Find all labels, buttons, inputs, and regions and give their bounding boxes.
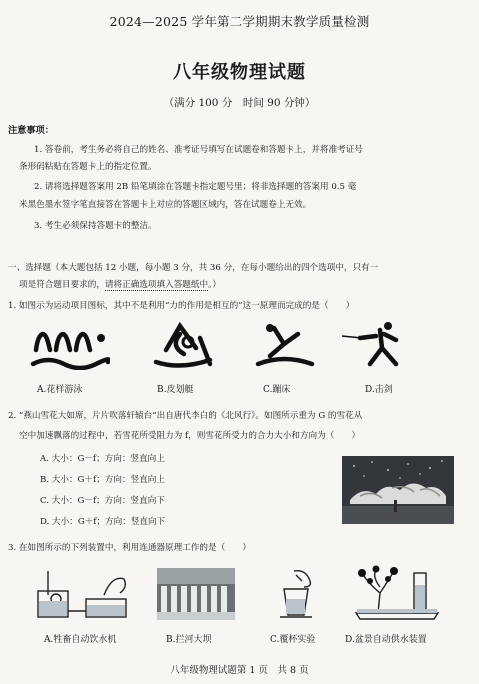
fencing-pictogram	[340, 320, 420, 370]
question-2-stem-line-1: 2. “燕山雪花大如席，片片吹落轩辕台”出自唐代李白的《北风行》。如图所示重为 G 的雪花从	[8, 411, 363, 421]
section-heading: 一、选择题（本大题包括 12 小题，每小题 3 分，共 36 分，在每小题给出的四个选项中，只有一	[8, 263, 379, 273]
page-footer: 八年级物理试题第 1 页 共 8 页	[170, 665, 309, 676]
question-2-stem-line-2: 空中加速飘落的过程中，若雪花所受阻力为 f，则雪花所受力的合力大小和方向为（ ）	[19, 431, 361, 441]
exam-title: 八年级物理试题	[173, 62, 306, 83]
school-year-heading: 2024—2025 学年第二学期期末教学质量检测	[109, 14, 370, 29]
question-1-stem: 1. 如图示为运动项目图标，其中不是利用“力的作用是相互的”这一原理而完成的是（ ）	[8, 301, 355, 311]
question-1-option-b: B.皮划艇	[157, 385, 194, 395]
livestock-drinker-figure	[34, 565, 134, 623]
notes-item: 条形码粘贴在答题卡上的指定位置。	[19, 162, 157, 172]
question-3-option-d: D.盆景自动供水装置	[345, 635, 427, 645]
question-1-option-d: D.击剑	[365, 385, 393, 395]
bonsai-water-supply-figure	[352, 563, 442, 623]
snow-tree-photo	[342, 456, 454, 524]
question-2-option-c: C. 大小：G－f；方向：竖直向下	[40, 496, 165, 506]
question-2-option-b: B. 大小：G＋f；方向：竖直向上	[40, 475, 165, 485]
dam-photo	[157, 568, 235, 620]
swimming-pictogram	[30, 320, 110, 370]
notes-item: 3. 考生必须保持答题卡的整洁。	[34, 221, 157, 231]
notes-item: 2. 请将选择题答案用 2B 铅笔填涂在答题卡指定题号里；将非选择题的答案用 0.5 毫	[34, 182, 357, 192]
trampoline-pictogram	[250, 320, 320, 370]
notes-item: 1. 答卷前，考生务必将自己的姓名、准考证号填写在试题卷和答题卡上，并将准考证号	[34, 145, 363, 155]
canoe-pictogram	[150, 320, 220, 370]
question-1-option-a: A.花样游泳	[37, 385, 83, 395]
section-instruction-emphasis: 请将正确选项填入答题纸中	[104, 280, 209, 290]
section-instruction-part: 。）	[208, 280, 221, 290]
question-2-option-a: A. 大小：G－f；方向：竖直向上	[40, 454, 165, 464]
question-3-option-a: A.牲畜自动饮水机	[44, 635, 117, 645]
question-3-stem: 3. 在如图所示的下列装置中，利用连通器原理工作的是（ ）	[8, 543, 251, 553]
question-3-option-c: C.覆杯实验	[270, 635, 316, 645]
question-1-option-c: C.蹦床	[263, 385, 291, 395]
section-instruction-part: 项是符合题目要求的，	[19, 280, 105, 290]
question-3-option-b: B.拦河大坝	[166, 635, 212, 645]
notes-heading: 注意事项：	[8, 125, 54, 136]
question-2-option-d: D. 大小：G＋f；方向：竖直向下	[40, 517, 166, 527]
section-instruction	[19, 279, 221, 291]
exam-subtitle: （满分 100 分 时间 90 分钟）	[163, 97, 316, 109]
notes-item: 米黑色墨水签字笔直接答在答题卡上对应的答题区域内，答在试题卷上无效。	[19, 200, 312, 210]
cup-experiment-figure	[266, 565, 326, 623]
